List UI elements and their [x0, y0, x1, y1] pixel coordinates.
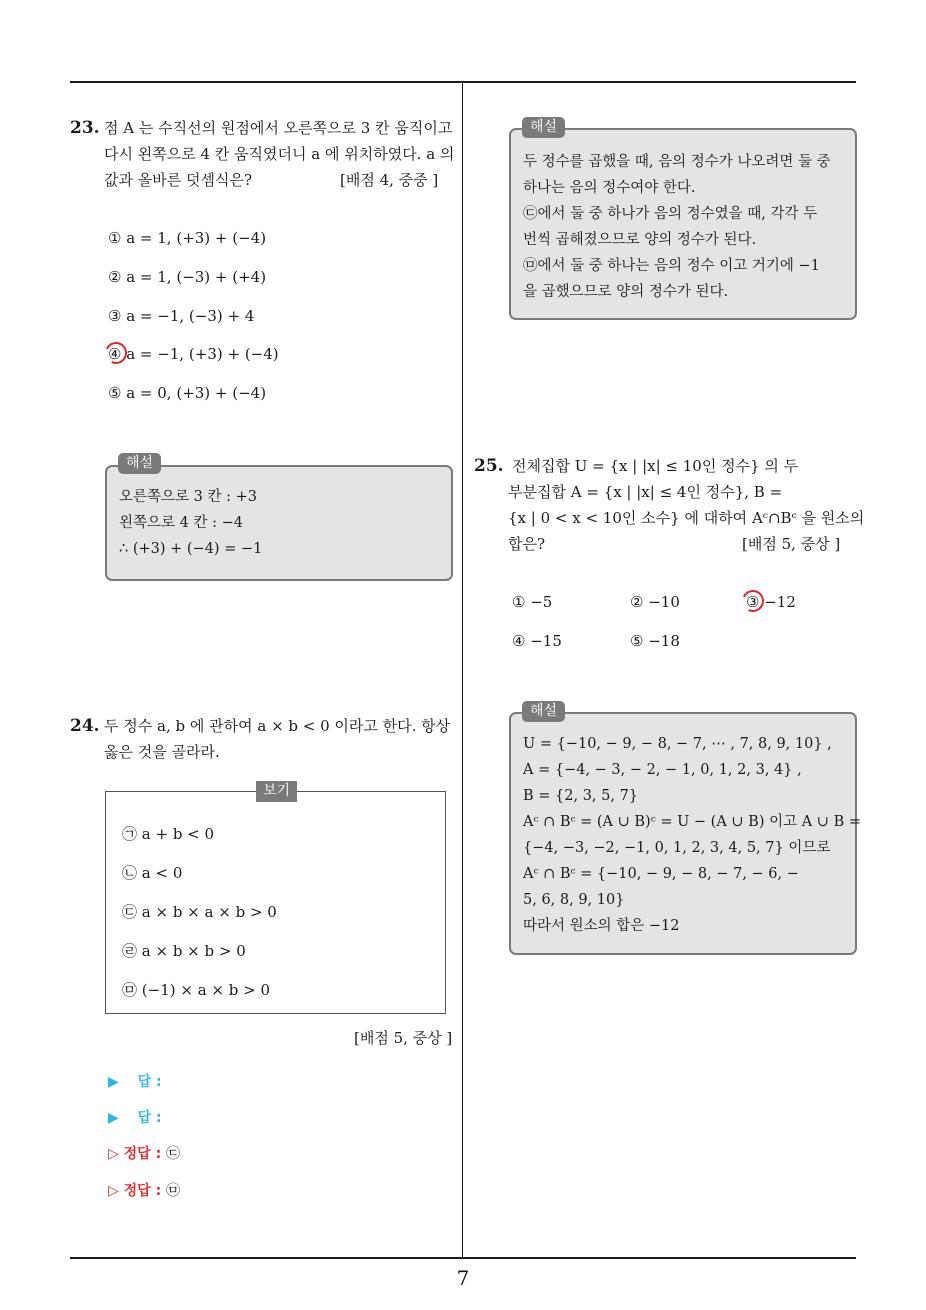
- question-text-line: 두 정수 a, b 에 관하여 a × b < 0 이라고 한다. 항상: [104, 717, 451, 735]
- option-1[interactable]: ① a = 1, (+3) + (−4): [108, 229, 267, 247]
- correct-value: ㉢: [166, 1146, 181, 1162]
- outline-triangle-icon: ▷: [108, 1183, 119, 1199]
- view-item: ㉢ a × b × a × b > 0: [122, 903, 277, 921]
- score-label: [배점 5, 중상 ]: [742, 535, 841, 553]
- solution-line: 5, 6, 8, 9, 10}: [523, 892, 625, 908]
- correct-answer-row-1: [108, 1144, 180, 1164]
- solution-box: [509, 128, 857, 320]
- view-box: [105, 791, 446, 1014]
- solution-line: ∴ (+3) + (−4) = −1: [119, 541, 263, 557]
- solution-box: [509, 712, 861, 955]
- correct-answer-row-2: [108, 1181, 180, 1201]
- option-3[interactable]: ③ a = −1, (−3) + 4: [108, 307, 255, 325]
- option-5[interactable]: ⑤ a = 0, (+3) + (−4): [108, 384, 267, 402]
- solution-line: 따라서 원소의 합은 −12: [523, 918, 680, 934]
- solution-line: 오른쪽으로 3 칸 : +3: [119, 489, 257, 505]
- correct-label: 정답 :: [123, 1146, 162, 1162]
- solution-tag: 해설: [522, 117, 565, 138]
- view-item: ㉠ a + b < 0: [122, 825, 215, 843]
- solution-tag: 해설: [118, 453, 161, 474]
- solution-line: 하나는 음의 정수여야 한다.: [523, 180, 696, 196]
- answer-label: 답 :: [137, 1110, 162, 1126]
- view-item: ㉤ (−1) × a × b > 0: [122, 981, 270, 999]
- option-4[interactable]: ④ a = −1, (+3) + (−4): [108, 345, 279, 363]
- solution-line: 왼쪽으로 4 칸 : −4: [119, 515, 243, 531]
- view-item: ㉡ a < 0: [122, 864, 183, 882]
- view-tag: 보기: [256, 781, 297, 802]
- solution-line: 번씩 곱해졌으므로 양의 정수가 된다.: [523, 232, 757, 248]
- solution-line: 두 정수를 곱했을 때, 음의 정수가 나오려면 둘 중: [523, 154, 831, 170]
- top-rule: [70, 81, 856, 83]
- solution-box: [105, 465, 453, 581]
- answer-triangle-icon: ▶: [108, 1110, 119, 1126]
- question-text-line: 합은?: [508, 535, 546, 553]
- question-number: 23.: [70, 118, 100, 138]
- score-label: [배점 4, 중중 ]: [340, 171, 439, 189]
- solution-line: {−4, −3, −2, −1, 0, 1, 2, 3, 4, 5, 7} 이므로: [523, 840, 831, 856]
- answer-triangle-icon: ▶: [108, 1074, 119, 1090]
- answer-label: 답 :: [137, 1074, 162, 1090]
- question-text-line: 옳은 것을 골라라.: [104, 743, 220, 761]
- option-4[interactable]: ④ −15: [512, 632, 562, 650]
- option-2[interactable]: ② −10: [630, 593, 680, 611]
- solution-tag: 해설: [522, 701, 565, 722]
- question-text-line: 부분집합 A = {x | |x| ≤ 4인 정수}, B =: [508, 483, 783, 501]
- option-3[interactable]: ③ −12: [746, 593, 796, 611]
- page-number: 7: [456, 1266, 470, 1290]
- solution-line: U = {−10, − 9, − 8, − 7, ⋯ , 7, 8, 9, 10} ,: [523, 736, 832, 752]
- question-text-line: 점 A 는 수직선의 원점에서 오른쪽으로 3 칸 움직이고: [104, 119, 453, 137]
- solution-line: ㉤에서 둘 중 하나는 음의 정수 이고 거기에 −1: [523, 258, 820, 274]
- question-number: 24.: [70, 716, 100, 736]
- question-text-line: 값과 올바른 덧셈식은?: [104, 171, 252, 189]
- solution-line: B = {2, 3, 5, 7}: [523, 788, 639, 804]
- question-number: 25.: [474, 456, 504, 476]
- question-text-line: 전체집합 U = {x | |x| ≤ 10인 정수} 의 두: [512, 457, 799, 475]
- correct-label: 정답 :: [123, 1183, 162, 1199]
- score-label: [배점 5, 중상 ]: [354, 1029, 453, 1047]
- solution-line: A = {−4, − 3, − 2, − 1, 0, 1, 2, 3, 4} ,: [523, 762, 802, 778]
- solution-line: 을 곱했으므로 양의 정수가 된다.: [523, 284, 729, 300]
- question-text-line: {x | 0 < x < 10인 소수} 에 대하여 Aᶜ∩Bᶜ 을 원소의: [508, 509, 865, 527]
- outline-triangle-icon: ▷: [108, 1146, 119, 1162]
- answer-row-1[interactable]: [108, 1072, 162, 1092]
- solution-line: Aᶜ ∩ Bᶜ = (A ∪ B)ᶜ = U − (A ∪ B) 이고 A ∪ B =: [523, 814, 861, 830]
- correct-value: ㉤: [166, 1183, 181, 1199]
- option-1[interactable]: ① −5: [512, 593, 553, 611]
- question-text-line: 다시 왼쪽으로 4 칸 움직였더니 a 에 위치하였다. a 의: [104, 145, 455, 163]
- view-item: ㉣ a × b × b > 0: [122, 942, 246, 960]
- solution-line: ㉢에서 둘 중 하나가 음의 정수였을 때, 각각 두: [523, 206, 818, 222]
- option-5[interactable]: ⑤ −18: [630, 632, 680, 650]
- answer-row-2[interactable]: [108, 1108, 162, 1128]
- bottom-rule: [70, 1257, 856, 1259]
- column-divider: [462, 82, 463, 1258]
- solution-line: Aᶜ ∩ Bᶜ = {−10, − 9, − 8, − 7, − 6, −: [523, 866, 799, 882]
- option-2[interactable]: ② a = 1, (−3) + (+4): [108, 268, 267, 286]
